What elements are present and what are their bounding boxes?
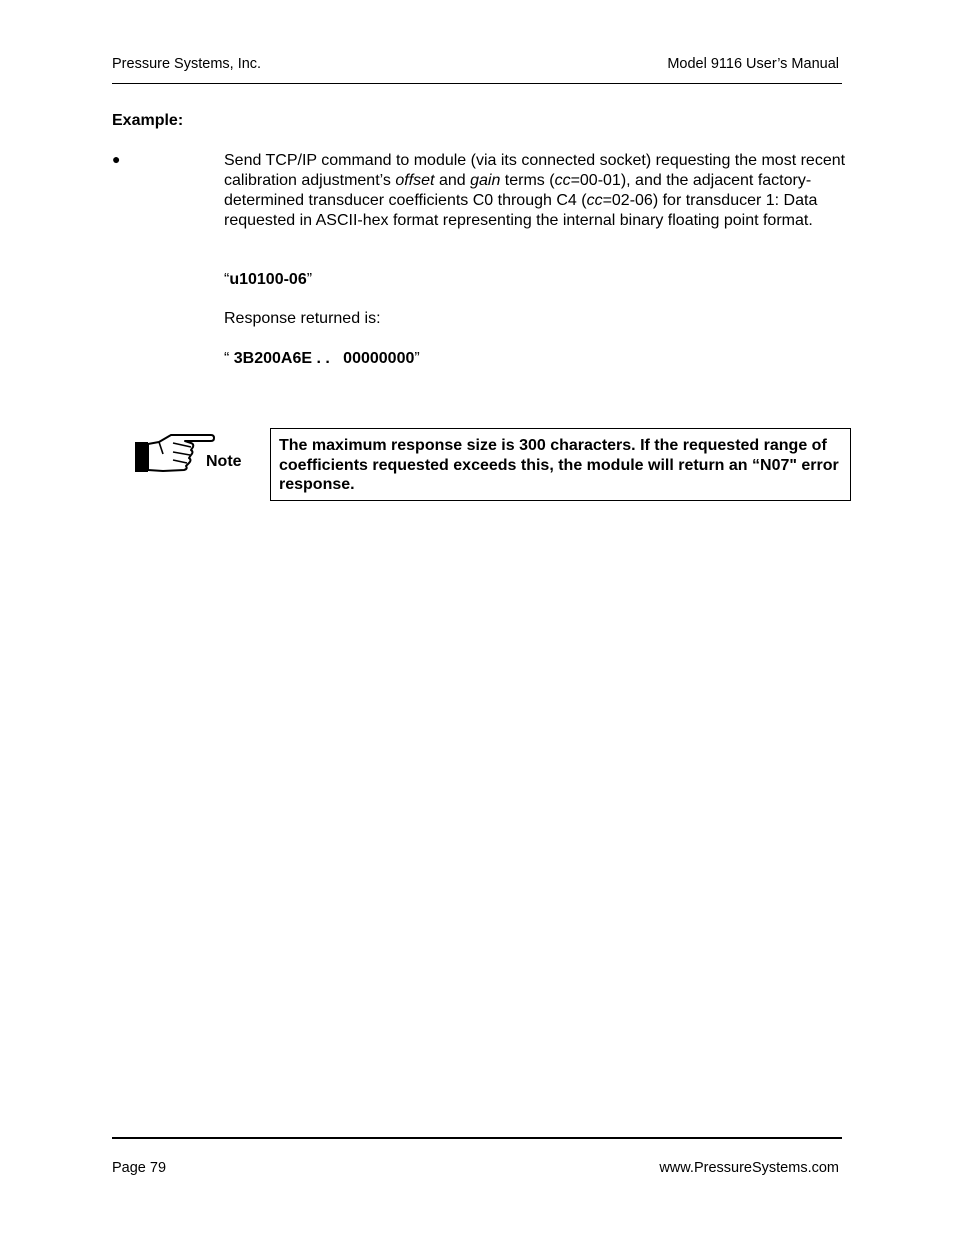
italic-cc: cc [586, 192, 603, 209]
text-segment: and [434, 172, 471, 189]
quote: “ [224, 350, 234, 367]
response-text: 3B200A6E . . 00000000 [233, 350, 415, 367]
text-segment: Send TCP/IP command to module (via its connected socket) requesting the most recent calibration adjustment’s [224, 152, 846, 189]
note-box: The maximum response size is 300 characters. If the requested range of coefficients requested exceeds this, the module will return an “N07" error response. [270, 428, 851, 501]
response-string [224, 350, 420, 368]
footer-website: www.PressureSystems.com [659, 1160, 839, 1176]
footer-page-number: Page 79 [112, 1160, 167, 1176]
note-label: Note [206, 453, 242, 470]
example-heading: Example: [112, 112, 184, 129]
quote: ” [414, 350, 420, 367]
quote: ” [306, 271, 313, 288]
pointing-hand-icon [133, 432, 215, 476]
footer-rule [112, 1137, 842, 1139]
response-label: Response returned is: [224, 310, 381, 327]
quote: “ [224, 271, 230, 288]
text-segment: =02-06) for transducer 1: Data requested in ASCII-hex format representing the internal binary floating point format. [224, 192, 818, 229]
command-text: u10100-06 [229, 271, 307, 288]
italic-offset: offset [395, 172, 435, 189]
header-manual-title: Model 9116 User’s Manual [667, 56, 839, 72]
header-company: Pressure Systems, Inc. [112, 56, 262, 72]
example-description [224, 151, 849, 231]
bullet-icon: ● [112, 151, 121, 167]
italic-gain: gain [470, 172, 501, 189]
text-segment: terms ( [500, 172, 555, 189]
command-string [224, 271, 312, 289]
text-segment: =00-01), and the adjacent factory-determined transducer coefficients C0 through C4 ( [224, 172, 812, 209]
italic-cc: cc [554, 172, 571, 189]
header-rule [112, 83, 842, 84]
